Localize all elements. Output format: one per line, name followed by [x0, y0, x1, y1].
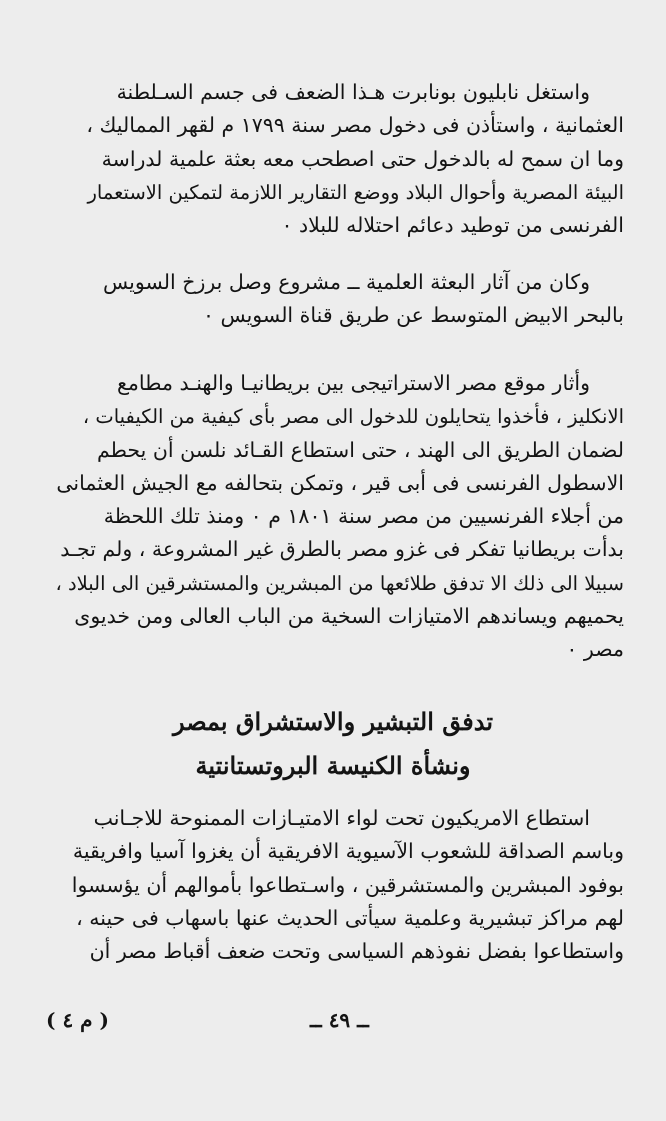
paragraph-americans	[46, 802, 624, 968]
text-line: البيئة المصرية وأحوال البلاد ووضع التقارير اللازمة لتمكين الاستعمار	[87, 180, 624, 204]
text-line: وما ان سمح له بالدخول حتى اصطحب معه بعثة علمية لدراسة	[101, 146, 624, 171]
signature-mark: ( م ٤ )	[46, 1008, 109, 1032]
section-heading	[40, 700, 626, 788]
text-line: الفرنسى من توطيد دعائم احتلاله للبلاد ٠	[281, 213, 624, 238]
text-line: وأثار موقع مصر الاستراتيجى بين بريطانيـا والهنـد مطامع	[117, 371, 590, 395]
text-line: واستطاعوا بفضل نفوذهم السياسى وتحت ضعف أقباط مصر أن	[89, 939, 624, 964]
text-line: لضمان الطريق الى الهند ، حتى استطاع القـائد نلسن أن يحطم	[96, 437, 624, 462]
text-line: بوفود المبشرين والمستشرقين ، واسـتطاعوا بأموالهم أن يؤسسوا	[71, 872, 624, 897]
text-line: بدأت بريطانيا تفكر فى غزو مصر بالطرق غير المشروعة ، ولم تجـد	[60, 537, 624, 562]
text-line: سبيلا الى ذلك الا تدفق طلائعها من المبشرين والمستشرقين الى البلاد ،	[55, 571, 624, 595]
text-line: واستغل نابليون بونابرت هـذا الضعف فى جسم السـلطنة	[116, 80, 590, 104]
paragraph-napoleon	[46, 76, 624, 242]
paragraph-britain	[46, 367, 624, 667]
text-line: بالبحر الابيض المتوسط عن طريق قناة السويس ٠	[202, 303, 624, 328]
paragraph-suez	[46, 266, 624, 333]
page-footer	[40, 1008, 626, 1042]
heading-line: ونشأة الكنيسة البروتستانتية	[195, 751, 471, 780]
text-line: يحميهم ويساندهم الامتيازات السخية من الباب العالى ومن خديوى	[74, 604, 624, 629]
text-line: لهم مراكز تبشيرية وعلمية سيأتى الحديث عنها باسهاب فى حينه ،	[76, 905, 624, 930]
text-line: وباسم الصداقة للشعوب الآسيوية الافريقية أن يغزوا آسيا وافريقية	[72, 839, 624, 864]
text-line: العثمانية ، واستأذن فى دخول مصر سنة ١٧٩٩ م لقهر المماليك ،	[86, 113, 624, 138]
text-line: استطاع الامريكيون تحت لواء الامتيـازات الممنوحة للاجـانب	[93, 806, 590, 830]
text-line: الانكليز ، فأخذوا يتحايلون للدخول الى مصر بأى كيفية من الكيفيات ،	[82, 405, 624, 429]
text-line: مصر ٠	[566, 637, 624, 662]
text-line: الاسطول الفرنسى فى أبى قير ، وتمكن بتحالفه مع الجيش العثمانى	[56, 470, 624, 495]
heading-line: تدفق التبشير والاستشراق بمصر	[172, 707, 494, 736]
text-line: من أجلاء الفرنسيين من مصر سنة ١٨٠١ م ٠ ومنذ تلك اللحظة	[103, 504, 624, 529]
text-line: وكان من آثار البعثة العلمية ــ مشروع وصل برزخ السويس	[103, 270, 590, 294]
page-number: ــ ٤٩ ــ	[310, 1008, 369, 1032]
